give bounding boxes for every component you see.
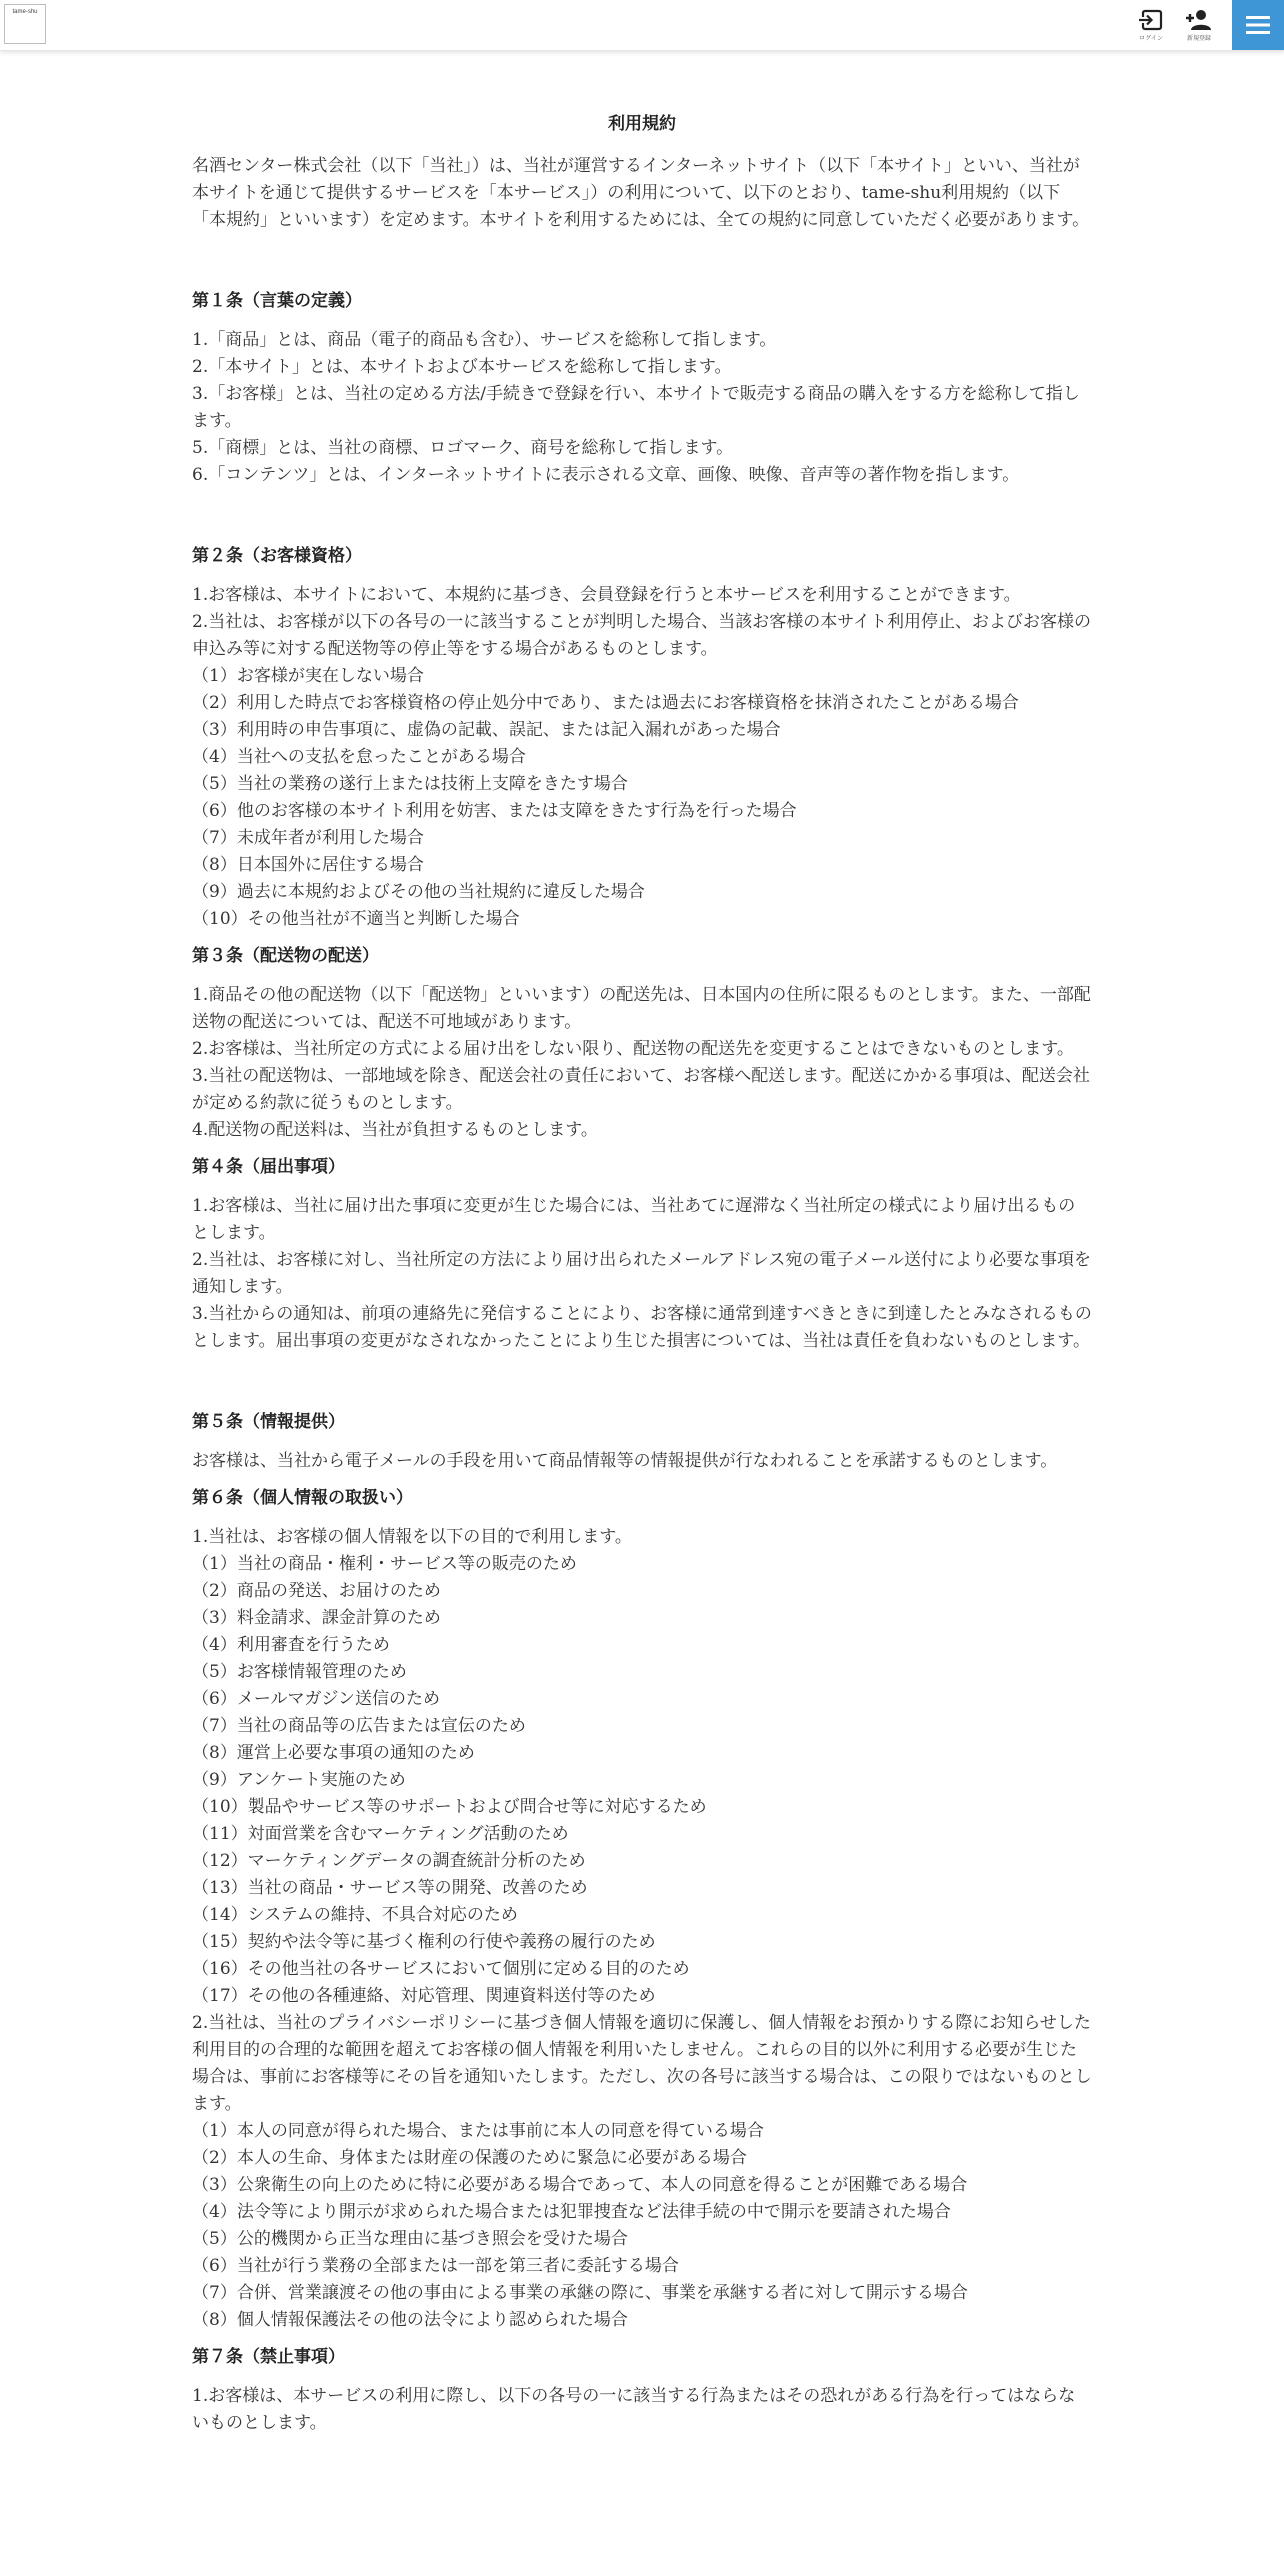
- article-section: [192, 2344, 1092, 2437]
- article-line: 5.「商標」とは、当社の商標、ロゴマーク、商号を総称して指します。: [192, 438, 734, 458]
- article-line: （3）料金請求、課金計算のため: [192, 1608, 441, 1628]
- article-line: 6.「コンテンツ」とは、インターネットサイトに表示される文章、画像、映像、音声等の著作物を指します。: [192, 465, 1020, 485]
- article-line: （9）過去に本規約およびその他の当社規約に違反した場合: [192, 882, 645, 902]
- article-section: [192, 943, 1092, 1144]
- page-title: 利用規約: [608, 114, 676, 134]
- article-line: 3.当社の配送物は、一部地域を除き、配送会社の責任において、お客様へ配送します。配送にかかる事項は、配送会社が定める約款に従うものとします。: [192, 1066, 1090, 1113]
- article-line: （4）法令等により開示が求められた場合または犯罪捜査など法律手続の中で開示を要請された場合: [192, 2202, 951, 2222]
- article-section: [192, 543, 1092, 933]
- login-label: ログイン: [1139, 35, 1163, 42]
- login-icon: [1138, 9, 1164, 31]
- article-line: 2.当社は、当社のプライバシーポリシーに基づき個人情報を適切に保護し、個人情報をお預かりする際にお知らせした利用目的の合理的な範囲を超えてお客様の個人情報を利用いたしません。これらの目的以外に利用する必要が生じた場合は、事前にお客様等にその旨を通知いたします。ただし、次の各号に該当する場合は、この限りではないものとします。: [192, 2013, 1092, 2114]
- article-line: （12）マーケティングデータの調査統計分析のため: [192, 1851, 586, 1871]
- article-line: （7）合併、営業譲渡その他の事由による事業の承継の際に、事業を承継する者に対して開示する場合: [192, 2283, 968, 2303]
- article-line: （8）日本国外に居住する場合: [192, 855, 424, 875]
- article-line: （2）利用した時点でお客様資格の停止処分中であり、または過去にお客様資格を抹消されたことがある場合: [192, 693, 1019, 713]
- article-line: （1）お客様が実在しない場合: [192, 666, 424, 686]
- article-line: （2）商品の発送、お届けのため: [192, 1581, 441, 1601]
- register-label: 新規登録: [1186, 35, 1211, 42]
- logo-text: tame-shu: [12, 9, 38, 15]
- article-line: 2.当社は、お客様が以下の各号の一に該当することが判明した場合、当該お客様の本サイト利用停止、およびお客様の申込み等に対する配送物等の停止等をする場合があるものとします。: [192, 612, 1092, 659]
- article-line: （2）本人の生命、身体または財産の保護のために緊急に必要がある場合: [192, 2148, 747, 2168]
- article-line: 1.商品その他の配送物（以下「配送物」といいます）の配送先は、日本国内の住所に限るものとします。また、一部配送物の配送については、配送不可地域があります。: [192, 985, 1091, 1032]
- article-line: （4）利用審査を行うため: [192, 1635, 390, 1655]
- menu-button[interactable]: [1232, 0, 1284, 50]
- article-line: （6）他のお客様の本サイト利用を妨害、または支障をきたす行為を行った場合: [192, 801, 797, 821]
- article-line: 1.お客様は、当社に届け出た事項に変更が生じた場合には、当社あてに遅滞なく当社所定の様式により届け出るものとします。: [192, 1196, 1076, 1243]
- article-section: [192, 1154, 1092, 1355]
- article-heading: 第７条（禁止事項）: [192, 2347, 345, 2367]
- article-line: 1.お客様は、本サイトにおいて、本規約に基づき、会員登録を行うと本サービスを利用することができます。: [192, 585, 1021, 605]
- article-line: 1.当社は、お客様の個人情報を以下の目的で利用します。: [192, 1527, 632, 1547]
- article-line: 1.「商品」とは、商品（電子的商品も含む）、サービスを総称して指します。: [192, 330, 777, 350]
- article-heading: 第６条（個人情報の取扱い）: [192, 1488, 413, 1508]
- article-line: （9）アンケート実施のため: [192, 1770, 406, 1790]
- article-section: [192, 288, 1092, 489]
- article-line: （6）当社が行う業務の全部または一部を第三者に委託する場合: [192, 2256, 679, 2276]
- article-line: 3.「お客様」とは、当社の定める方法/手続きで登録を行い、本サイトで販売する商品の購入をする方を総称して指します。: [192, 384, 1080, 431]
- article-line: （11）対面営業を含むマーケティング活動のため: [192, 1824, 569, 1844]
- person-add-icon: [1185, 9, 1213, 31]
- login-button[interactable]: [1128, 0, 1174, 50]
- article-line: 2.お客様は、当社所定の方式による届け出をしない限り、配送物の配送先を変更することはできないものとします。: [192, 1039, 1074, 1059]
- article-line: （5）当社の業務の遂行上または技術上支障をきたす場合: [192, 774, 628, 794]
- article-heading: 第４条（届出事項）: [192, 1157, 345, 1177]
- site-logo[interactable]: [4, 4, 46, 44]
- article-line: （8）運営上必要な事項の通知のため: [192, 1743, 475, 1763]
- hamburger-menu-icon: [1245, 14, 1271, 36]
- article-line: （10）製品やサービス等のサポートおよび問合せ等に対応するため: [192, 1797, 707, 1817]
- article-line: （7）当社の商品等の広告または宣伝のため: [192, 1716, 526, 1736]
- article-line: （3）利用時の申告事項に、虚偽の記載、誤記、または記入漏れがあった場合: [192, 720, 781, 740]
- article-line: 2.「本サイト」とは、本サイトおよび本サービスを総称して指します。: [192, 357, 732, 377]
- article-line: 3.当社からの通知は、前項の連絡先に発信することにより、お客様に通常到達すべきときに到達したとみなされるものとします。届出事項の変更がなされなかったことにより生じた損害については、当社は責任を負わないものとします。: [192, 1304, 1092, 1351]
- article-line: （5）公的機関から正当な理由に基づき照会を受けた場合: [192, 2229, 628, 2249]
- article-line: （1）本人の同意が得られた場合、または事前に本人の同意を得ている場合: [192, 2121, 764, 2141]
- terms-content: [192, 51, 1092, 2437]
- article-line: （10）その他当社が不適当と判断した場合: [192, 909, 520, 929]
- article-line: （4）当社への支払を怠ったことがある場合: [192, 747, 526, 767]
- article-line: 2.当社は、お客様に対し、当社所定の方法により届け出られたメールアドレス宛の電子メール送付により必要な事項を通知します。: [192, 1250, 1092, 1297]
- article-line: （17）その他の各種連絡、対応管理、関連資料送付等のため: [192, 1986, 656, 2006]
- article-heading: 第３条（配送物の配送）: [192, 946, 379, 966]
- intro-paragraph: 名酒センター株式会社（以下「当社」）は、当社が運営するインターネットサイト（以下「本サイト」といい、当社が本サイトを通じて提供するサービスを「本サービス」）の利用について、以下のとおり、tame-shu利用規約（以下「本規約」といいます）を定めます。本サイトを利用するためには、全ての規約に同意していただく必要があります。: [192, 156, 1090, 230]
- article-section: [192, 1409, 1092, 1475]
- article-line: （15）契約や法令等に基づく権利の行使や義務の履行のため: [192, 1932, 656, 1952]
- article-section: [192, 1485, 1092, 2334]
- article-line: お客様は、当社から電子メールの手段を用いて商品情報等の情報提供が行なわれることを承諾するものとします。: [192, 1451, 1058, 1471]
- article-line: （3）公衆衛生の向上のために特に必要がある場合であって、本人の同意を得ることが困難である場合: [192, 2175, 968, 2195]
- article-line: （16）その他当社の各サービスにおいて個別に定める目的のため: [192, 1959, 690, 1979]
- article-line: （13）当社の商品・サービス等の開発、改善のため: [192, 1878, 588, 1898]
- site-header: [0, 0, 1284, 51]
- article-line: 1.お客様は、本サービスの利用に際し、以下の各号の一に該当する行為またはその恐れがある行為を行ってはならないものとします。: [192, 2386, 1076, 2433]
- article-line: （1）当社の商品・権利・サービス等の販売のため: [192, 1554, 577, 1574]
- article-line: （8）個人情報保護法その他の法令により認められた場合: [192, 2310, 628, 2330]
- article-heading: 第１条（言葉の定義）: [192, 291, 362, 311]
- article-heading: 第５条（情報提供）: [192, 1412, 345, 1432]
- article-line: （14）システムの維持、不具合対応のため: [192, 1905, 518, 1925]
- article-line: （7）未成年者が利用した場合: [192, 828, 424, 848]
- article-heading: 第２条（お客様資格）: [192, 546, 362, 566]
- article-line: 4.配送物の配送料は、当社が負担するものとします。: [192, 1120, 598, 1140]
- article-line: （5）お客様情報管理のため: [192, 1662, 407, 1682]
- articles-container: [192, 288, 1092, 2437]
- article-line: （6）メールマガジン送信のため: [192, 1689, 441, 1709]
- register-button[interactable]: [1176, 0, 1222, 50]
